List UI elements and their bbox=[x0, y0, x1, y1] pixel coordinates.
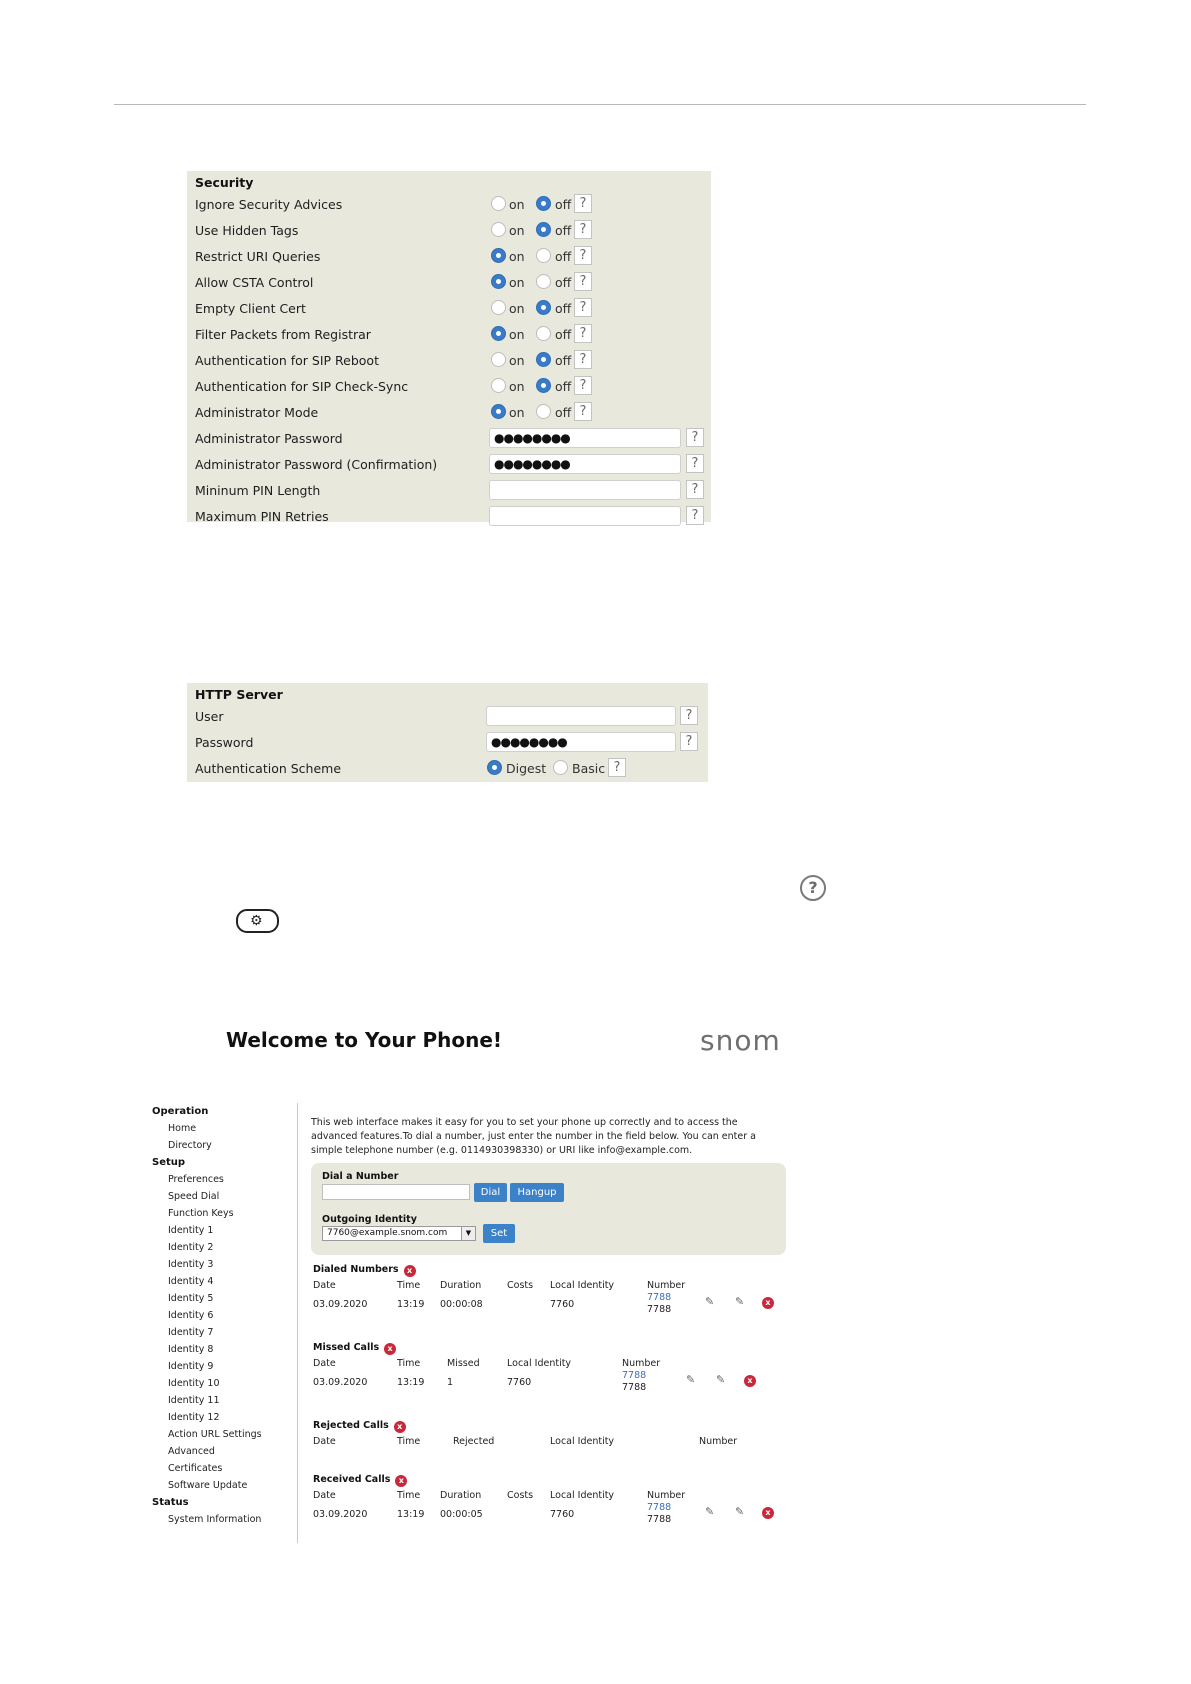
radio-off-label: off bbox=[555, 197, 572, 212]
radio-off[interactable] bbox=[536, 352, 551, 367]
dial-panel bbox=[311, 1163, 786, 1255]
nav-item-identity-10[interactable]: Identity 10 bbox=[168, 1378, 220, 1389]
add-to-directory-icon[interactable]: ✎ bbox=[686, 1373, 696, 1386]
nav-section-operation: Operation bbox=[152, 1106, 209, 1117]
delete-entry-icon[interactable]: x bbox=[762, 1507, 774, 1519]
nav-item-identity-5[interactable]: Identity 5 bbox=[168, 1293, 214, 1304]
row-number-link[interactable]: 7788 bbox=[622, 1370, 647, 1381]
nav-item-software-update[interactable]: Software Update bbox=[168, 1480, 248, 1491]
setting-label: Administrator Mode bbox=[195, 405, 319, 420]
row-duration: 00:00:05 bbox=[440, 1509, 483, 1520]
nav-item-advanced[interactable]: Advanced bbox=[168, 1446, 215, 1457]
nav-divider bbox=[297, 1103, 298, 1543]
radio-on[interactable] bbox=[491, 248, 506, 263]
setting-row-max-pin-retries bbox=[187, 505, 711, 529]
radio-on-label: on bbox=[509, 379, 525, 394]
setting-label: Ignore Security Advices bbox=[195, 197, 343, 212]
row-date: 03.09.2020 bbox=[313, 1299, 368, 1310]
admin-password-field[interactable]: ●●●●●●●● bbox=[489, 428, 681, 448]
setting-row-auth-sip-reboot bbox=[187, 349, 711, 373]
http-auth-scheme-row bbox=[187, 757, 708, 781]
setting-row-ignore-security-advices bbox=[187, 193, 711, 217]
setting-row-admin-password bbox=[187, 427, 711, 451]
http-password-field[interactable]: ●●●●●●●● bbox=[486, 732, 676, 752]
row-date: 03.09.2020 bbox=[313, 1509, 368, 1520]
settings-key-icon bbox=[236, 909, 279, 933]
nav-item-preferences[interactable]: Preferences bbox=[168, 1174, 224, 1185]
radio-on[interactable] bbox=[491, 222, 506, 237]
col-local-identity: Local Identity bbox=[507, 1358, 572, 1369]
nav-item-identity-6[interactable]: Identity 6 bbox=[168, 1310, 214, 1321]
setting-row-use-hidden-tags bbox=[187, 219, 711, 243]
setting-row-allow-csta-control bbox=[187, 271, 711, 295]
radio-off[interactable] bbox=[536, 404, 551, 419]
received-calls-title-text: Received Calls bbox=[313, 1474, 391, 1485]
nav-item-identity-2[interactable]: Identity 2 bbox=[168, 1242, 214, 1253]
nav-item-identity-12[interactable]: Identity 12 bbox=[168, 1412, 220, 1423]
dial-heading: Dial a Number bbox=[322, 1171, 399, 1182]
help-button[interactable]: ? bbox=[686, 480, 704, 499]
nav-item-speed-dial[interactable]: Speed Dial bbox=[168, 1191, 220, 1202]
nav-item-identity-11[interactable]: Identity 11 bbox=[168, 1395, 220, 1406]
radio-off[interactable] bbox=[536, 326, 551, 341]
dial-number-input[interactable] bbox=[322, 1184, 470, 1200]
dialed-numbers-title bbox=[313, 1264, 416, 1277]
col-time: Time bbox=[397, 1358, 421, 1369]
row-time: 13:19 bbox=[397, 1299, 425, 1310]
radio-digest-label: Digest bbox=[506, 761, 547, 776]
add-to-directory-icon[interactable]: ✎ bbox=[705, 1505, 715, 1518]
radio-on[interactable] bbox=[491, 352, 506, 367]
nav-item-identity-4[interactable]: Identity 4 bbox=[168, 1276, 214, 1287]
clear-missed-icon[interactable]: x bbox=[384, 1343, 396, 1355]
radio-off[interactable] bbox=[536, 300, 551, 315]
radio-on-label: on bbox=[509, 275, 525, 290]
radio-off-label: off bbox=[555, 405, 572, 420]
nav-item-identity-1[interactable]: Identity 1 bbox=[168, 1225, 214, 1236]
help-button[interactable]: ? bbox=[680, 706, 698, 725]
col-time: Time bbox=[397, 1436, 421, 1447]
row-number: 7788 bbox=[622, 1382, 647, 1393]
radio-basic-label: Basic bbox=[572, 761, 606, 776]
setting-row-empty-client-cert bbox=[187, 297, 711, 321]
row-number-link[interactable]: 7788 bbox=[647, 1292, 672, 1303]
radio-on-label: on bbox=[509, 405, 525, 420]
radio-digest[interactable] bbox=[487, 760, 502, 775]
radio-off-label: off bbox=[555, 301, 572, 316]
clear-rejected-icon[interactable]: x bbox=[394, 1421, 406, 1433]
col-rejected: Rejected bbox=[453, 1436, 495, 1447]
nav-item-identity-7[interactable]: Identity 7 bbox=[168, 1327, 214, 1338]
http-password-label: Password bbox=[195, 735, 254, 750]
dialed-numbers-title-text: Dialed Numbers bbox=[313, 1264, 399, 1275]
rejected-calls-title bbox=[313, 1420, 406, 1433]
radio-off[interactable] bbox=[536, 378, 551, 393]
setting-row-admin-password-confirm bbox=[187, 453, 711, 477]
radio-on-label: on bbox=[509, 197, 525, 212]
help-button[interactable]: ? bbox=[574, 324, 592, 343]
col-missed: Missed bbox=[447, 1358, 480, 1369]
nav-item-function-keys[interactable]: Function Keys bbox=[168, 1208, 234, 1219]
row-date: 03.09.2020 bbox=[313, 1377, 368, 1388]
delete-entry-icon[interactable]: x bbox=[744, 1375, 756, 1387]
radio-off[interactable] bbox=[536, 274, 551, 289]
radio-off-label: off bbox=[555, 249, 572, 264]
help-button[interactable]: ? bbox=[574, 246, 592, 265]
setting-label: Mininum PIN Length bbox=[195, 483, 321, 498]
radio-off-label: off bbox=[555, 223, 572, 238]
row-number: 7788 bbox=[647, 1514, 672, 1525]
col-number: Number bbox=[647, 1280, 686, 1291]
missed-calls-title bbox=[313, 1342, 396, 1355]
edit-icon[interactable]: ✎ bbox=[735, 1295, 745, 1308]
setting-label: Administrator Password (Confirmation) bbox=[195, 457, 438, 472]
help-button[interactable]: ? bbox=[686, 428, 704, 447]
help-button[interactable]: ? bbox=[574, 220, 592, 239]
hangup-button[interactable]: Hangup bbox=[510, 1183, 564, 1202]
max-pin-retries-field[interactable] bbox=[489, 506, 681, 526]
radio-off[interactable] bbox=[536, 222, 551, 237]
setting-label: Restrict URI Queries bbox=[195, 249, 321, 264]
set-identity-button[interactable]: Set bbox=[483, 1224, 515, 1243]
clear-dialed-icon[interactable]: x bbox=[404, 1265, 416, 1277]
outgoing-identity-select[interactable] bbox=[322, 1226, 476, 1241]
nav-item-identity-3[interactable]: Identity 3 bbox=[168, 1259, 214, 1270]
setting-label: Allow CSTA Control bbox=[195, 275, 314, 290]
setting-row-auth-sip-check-sync bbox=[187, 375, 711, 399]
help-button[interactable]: ? bbox=[686, 454, 704, 473]
nav-item-certificates[interactable]: Certificates bbox=[168, 1463, 223, 1474]
http-user-row bbox=[187, 705, 708, 729]
gear-icon: ⚙ bbox=[250, 913, 263, 929]
col-number: Number bbox=[622, 1358, 661, 1369]
radio-off-label: off bbox=[555, 379, 572, 394]
radio-on[interactable] bbox=[491, 274, 506, 289]
missed-calls-title-text: Missed Calls bbox=[313, 1342, 380, 1353]
nav-item-system-information[interactable]: System Information bbox=[168, 1514, 262, 1525]
col-local-identity: Local Identity bbox=[550, 1280, 615, 1291]
nav-item-directory[interactable]: Directory bbox=[168, 1140, 212, 1151]
snom-logo: snom bbox=[700, 1024, 781, 1057]
col-date: Date bbox=[313, 1490, 336, 1501]
col-number: Number bbox=[647, 1490, 686, 1501]
http-server-panel bbox=[187, 683, 708, 782]
row-local-identity: 7760 bbox=[550, 1509, 575, 1520]
radio-on-label: on bbox=[509, 353, 525, 368]
help-button[interactable]: ? bbox=[574, 298, 592, 317]
help-button[interactable]: ? bbox=[574, 350, 592, 369]
help-button[interactable]: ? bbox=[686, 506, 704, 525]
col-date: Date bbox=[313, 1436, 336, 1447]
setting-label: Authentication for SIP Reboot bbox=[195, 353, 379, 368]
col-date: Date bbox=[313, 1358, 336, 1369]
setting-label: Authentication for SIP Check-Sync bbox=[195, 379, 409, 394]
setting-row-filter-packets bbox=[187, 323, 711, 347]
radio-off-label: off bbox=[555, 275, 572, 290]
col-duration: Duration bbox=[440, 1490, 482, 1501]
radio-basic[interactable] bbox=[553, 760, 568, 775]
radio-on-label: on bbox=[509, 301, 525, 316]
clear-received-icon[interactable]: x bbox=[395, 1475, 407, 1487]
admin-password-confirm-field[interactable]: ●●●●●●●● bbox=[489, 454, 681, 474]
received-calls-title bbox=[313, 1474, 407, 1487]
chevron-down-icon[interactable]: ▼ bbox=[461, 1227, 475, 1240]
help-circle-icon: ? bbox=[800, 875, 826, 901]
setting-label: Administrator Password bbox=[195, 431, 343, 446]
edit-icon[interactable]: ✎ bbox=[735, 1505, 745, 1518]
col-time: Time bbox=[397, 1280, 421, 1291]
help-button[interactable]: ? bbox=[574, 194, 592, 213]
col-number: Number bbox=[699, 1436, 738, 1447]
radio-on-label: on bbox=[509, 249, 525, 264]
radio-on[interactable] bbox=[491, 326, 506, 341]
outgoing-identity-value: 7760@example.snom.com bbox=[327, 1228, 448, 1238]
nav-item-home[interactable]: Home bbox=[168, 1123, 197, 1134]
rejected-calls-title-text: Rejected Calls bbox=[313, 1420, 389, 1431]
row-time: 13:19 bbox=[397, 1377, 425, 1388]
help-button[interactable]: ? bbox=[680, 732, 698, 751]
setting-label: Filter Packets from Registrar bbox=[195, 327, 371, 342]
radio-on[interactable] bbox=[491, 404, 506, 419]
row-duration: 00:00:08 bbox=[440, 1299, 483, 1310]
nav-item-action-url-settings[interactable]: Action URL Settings bbox=[168, 1429, 262, 1440]
http-user-label: User bbox=[195, 709, 224, 724]
help-button[interactable]: ? bbox=[608, 758, 626, 777]
col-costs: Costs bbox=[507, 1280, 534, 1291]
radio-on[interactable] bbox=[491, 378, 506, 393]
intro-text: This web interface makes it easy for you to set your phone up correctly and to access the advanced features.To dial a number, just enter the number in the field below. You can enter a simple telephone number (e.g. 0114930398330) or URI like info@example.com. bbox=[311, 1117, 756, 1156]
radio-off-label: off bbox=[555, 327, 572, 342]
col-costs: Costs bbox=[507, 1490, 534, 1501]
radio-on-label: on bbox=[509, 223, 525, 238]
security-panel bbox=[187, 171, 711, 522]
help-button[interactable]: ? bbox=[574, 272, 592, 291]
radio-off-label: off bbox=[555, 353, 572, 368]
setting-row-administrator-mode bbox=[187, 401, 711, 425]
top-rule bbox=[114, 104, 1086, 105]
min-pin-length-field[interactable] bbox=[489, 480, 681, 500]
nav-item-identity-9[interactable]: Identity 9 bbox=[168, 1361, 214, 1372]
edit-icon[interactable]: ✎ bbox=[716, 1373, 726, 1386]
help-button[interactable]: ? bbox=[574, 402, 592, 421]
setting-row-min-pin-length bbox=[187, 479, 711, 503]
help-button[interactable]: ? bbox=[574, 376, 592, 395]
radio-off[interactable] bbox=[536, 248, 551, 263]
nav-item-identity-8[interactable]: Identity 8 bbox=[168, 1344, 214, 1355]
nav-section-status: Status bbox=[152, 1497, 189, 1508]
http-user-field[interactable] bbox=[486, 706, 676, 726]
setting-label: Empty Client Cert bbox=[195, 301, 306, 316]
http-server-title: HTTP Server bbox=[195, 687, 283, 702]
add-to-directory-icon[interactable]: ✎ bbox=[705, 1295, 715, 1308]
col-time: Time bbox=[397, 1490, 421, 1501]
setting-row-restrict-uri-queries bbox=[187, 245, 711, 269]
welcome-heading: Welcome to Your Phone! bbox=[226, 1028, 503, 1052]
outgoing-identity-heading: Outgoing Identity bbox=[322, 1214, 417, 1225]
col-local-identity: Local Identity bbox=[550, 1490, 615, 1501]
radio-on[interactable] bbox=[491, 300, 506, 315]
row-local-identity: 7760 bbox=[550, 1299, 575, 1310]
radio-on[interactable] bbox=[491, 196, 506, 211]
security-title: Security bbox=[195, 175, 254, 190]
setting-label: Maximum PIN Retries bbox=[195, 509, 329, 524]
col-duration: Duration bbox=[440, 1280, 482, 1291]
row-time: 13:19 bbox=[397, 1509, 425, 1520]
nav-section-setup: Setup bbox=[152, 1157, 186, 1168]
radio-off[interactable] bbox=[536, 196, 551, 211]
http-password-row bbox=[187, 731, 708, 755]
col-date: Date bbox=[313, 1280, 336, 1291]
row-missed: 1 bbox=[447, 1377, 454, 1388]
http-auth-scheme-label: Authentication Scheme bbox=[195, 761, 342, 776]
row-local-identity: 7760 bbox=[507, 1377, 532, 1388]
col-local-identity: Local Identity bbox=[550, 1436, 615, 1447]
setting-label: Use Hidden Tags bbox=[195, 223, 299, 238]
radio-on-label: on bbox=[509, 327, 525, 342]
delete-entry-icon[interactable]: x bbox=[762, 1297, 774, 1309]
row-number-link[interactable]: 7788 bbox=[647, 1502, 672, 1513]
row-number: 7788 bbox=[647, 1304, 672, 1315]
dial-button[interactable]: Dial bbox=[474, 1183, 507, 1202]
